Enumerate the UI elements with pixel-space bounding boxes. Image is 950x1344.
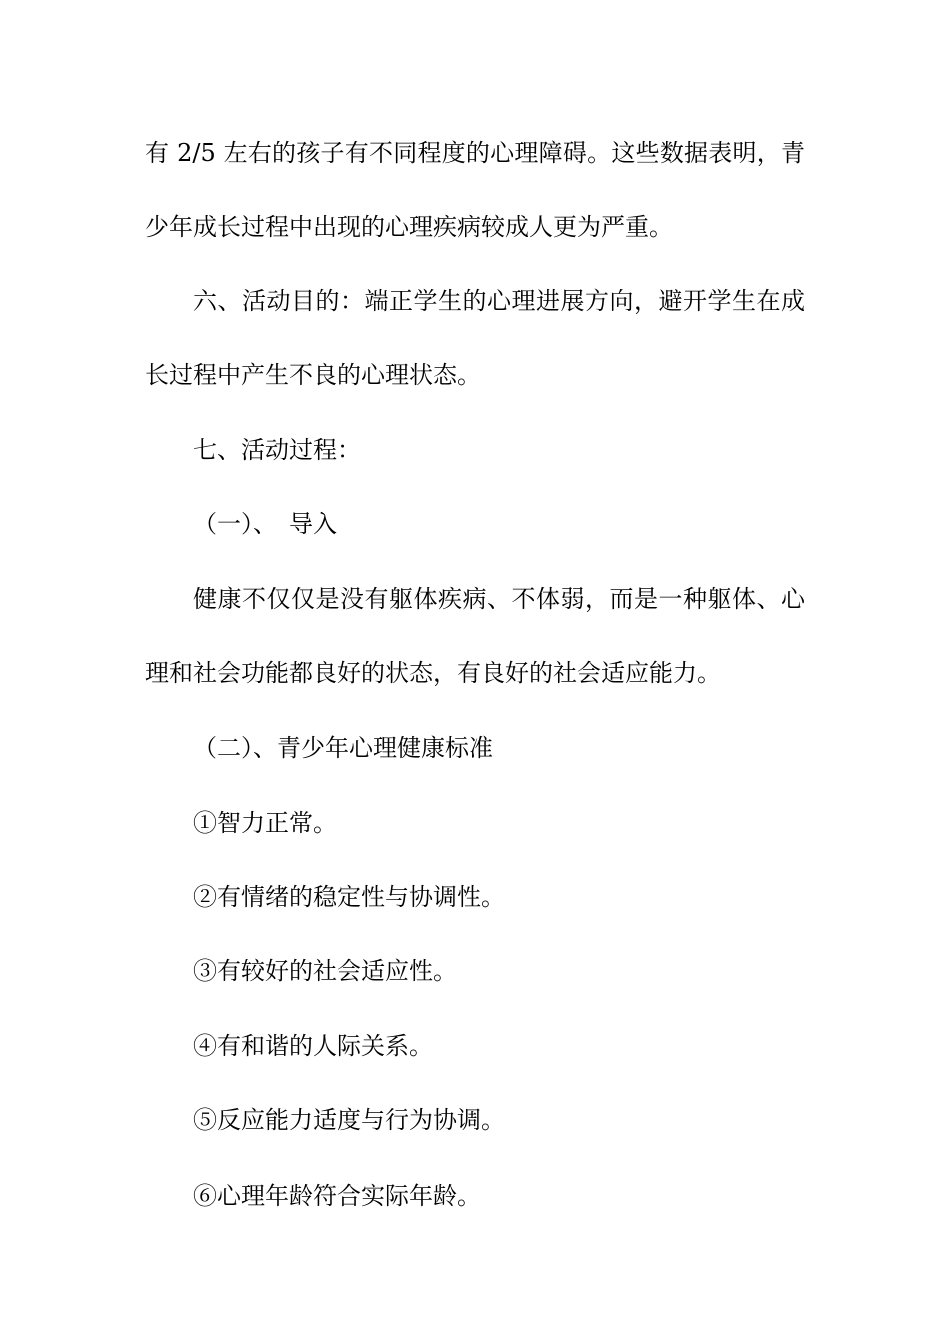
subsection-heading-intro: （一）、 导入 [193,510,337,538]
list-item: ②有情绪的稳定性与协调性。 [193,883,505,911]
section-heading-goal: 六、活动目的：端正学生的心理进展方向，避开学生在成 [193,287,805,315]
subsection-heading-standards: （二）、青少年心理健康标准 [193,734,493,762]
paragraph-line: 理和社会功能都良好的状态，有良好的社会适应能力。 [145,659,721,687]
list-item: ⑥心理年龄符合实际年龄。 [193,1182,481,1210]
paragraph-line: 有 2/5 左右的孩子有不同程度的心理障碍。这些数据表明，青 [145,139,805,167]
list-item: ③有较好的社会适应性。 [193,957,457,985]
paragraph-line: 健康不仅仅是没有躯体疾病、不体弱，而是一种躯体、心 [193,585,805,613]
list-item: ⑤反应能力适度与行为协调。 [193,1106,505,1134]
paragraph-line: 长过程中产生不良的心理状态。 [145,361,481,389]
list-item: ①智力正常。 [193,809,337,837]
list-item: ④有和谐的人际关系。 [193,1032,433,1060]
section-heading-process: 七、活动过程： [193,436,361,464]
paragraph-line: 少年成长过程中出现的心理疾病较成人更为严重。 [145,213,673,241]
